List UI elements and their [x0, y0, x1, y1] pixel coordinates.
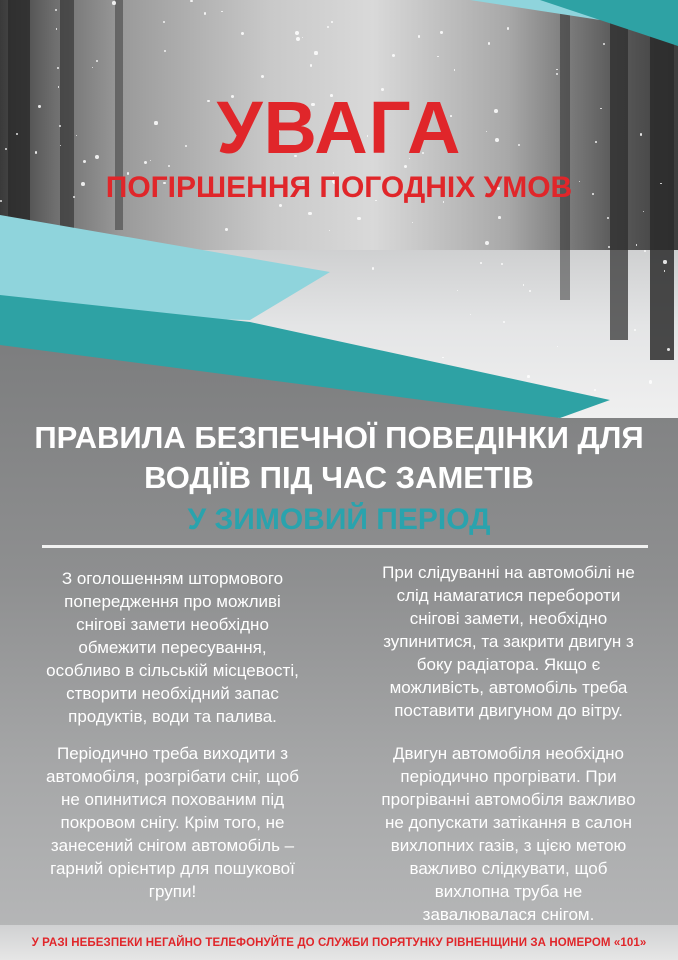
- snowflake: [295, 31, 299, 35]
- snowflake: [310, 64, 312, 66]
- snowflake: [454, 69, 456, 71]
- snowflake: [442, 357, 444, 359]
- snowflake: [296, 37, 300, 41]
- snowflake: [190, 0, 192, 2]
- snowflake: [314, 51, 317, 54]
- snowflake: [225, 228, 228, 231]
- snowflake: [556, 69, 557, 70]
- snowflake: [308, 212, 312, 216]
- paragraph-storm-warning: З оголошенням штормового попередження про можливі снігові замети необхідно обмежити пересування, особливо в сільській місцевості, створити необхідний запас продуктів, води та палива.: [46, 569, 299, 726]
- rules-heading-accent: У ЗИМОВИЙ ПЕРІОД: [187, 503, 491, 536]
- snowflake: [163, 21, 165, 23]
- snowflake: [663, 260, 666, 263]
- snowflake: [557, 346, 558, 347]
- rules-heading: [20, 418, 658, 498]
- snowflake: [485, 241, 489, 245]
- snowflake: [501, 263, 504, 266]
- snowflake: [55, 9, 58, 12]
- snowflake: [643, 211, 644, 212]
- snowflake: [644, 250, 646, 252]
- snowflake: [480, 262, 482, 264]
- snowflake: [634, 329, 636, 331]
- snowflake: [327, 26, 329, 28]
- snowflake: [507, 27, 509, 29]
- snowflake: [241, 32, 245, 36]
- snowflake: [603, 43, 605, 45]
- snowflake: [329, 230, 330, 231]
- snowflake: [221, 11, 222, 12]
- snowflake: [112, 1, 116, 5]
- snowflake: [164, 50, 166, 52]
- rules-heading-line2: ВОДІЇВ ПІД ЧАС ЗАМЕТІВ: [144, 460, 534, 495]
- snowflake: [594, 389, 596, 391]
- snowflake: [418, 35, 420, 37]
- snowflake: [607, 217, 609, 219]
- snowflake: [529, 290, 531, 292]
- snowflake: [523, 284, 525, 286]
- snowflake: [357, 217, 361, 221]
- paragraph-driving: При слідуванні на автомобілі не слід намагатися перебороти снігові замети, необхідно зупинитися, та закрити двигун з боку радіатора. Якщо є можливість, автомобіль треба поставити двигуном до вітру.: [382, 563, 635, 720]
- snowflake: [392, 54, 395, 57]
- snowflake: [372, 267, 374, 269]
- alert-title: УВАГА: [216, 86, 462, 169]
- paragraph-clear-snow: Періодично треба виходити з автомобіля, розгрібати сніг, щоб не опинитися похованим під покровом снігу. Крім того, не занесений снігом автомобіль – гарний орієнтир для пошукової групи!: [46, 744, 299, 901]
- snowflake: [412, 222, 413, 223]
- snowflake: [204, 12, 207, 15]
- snowflake: [440, 31, 442, 33]
- snowflake: [636, 244, 637, 245]
- snowflake: [92, 67, 93, 68]
- snowflake: [457, 290, 458, 291]
- paragraph-engine-warmup: Двигун автомобіля необхідно періодично прогрівати. При прогріванні автомобіля важливо не допускати затікання в салон вихлопних газів, з цією метою важливо слідкувати, щоб вихлопна труба не завалювалася снігом.: [381, 744, 636, 924]
- alert-subtitle: ПОГІРШЕННЯ ПОГОДНІХ УМОВ: [105, 171, 573, 204]
- snowflake: [527, 375, 530, 378]
- snowflake: [96, 60, 98, 62]
- snowflake: [57, 67, 59, 69]
- snowflake: [261, 75, 264, 78]
- snowflake: [437, 56, 439, 58]
- snowflake: [608, 246, 610, 248]
- divider: [42, 545, 648, 548]
- snowflake: [498, 216, 501, 219]
- snowflake: [556, 73, 558, 75]
- rules-heading-line1: ПРАВИЛА БЕЗПЕЧНОЇ ПОВЕДІНКИ ДЛЯ: [34, 420, 644, 455]
- snowflake: [667, 348, 670, 351]
- emergency-call-notice: У РАЗІ НЕБЕЗПЕКИ НЕГАЙНО ТЕЛЕФОНУЙТЕ ДО СЛУЖБИ ПОРЯТУНКУ РІВНЕНЩИНИ ЗА НОМЕРОМ «101»: [31, 937, 647, 949]
- snowflake: [56, 28, 58, 30]
- snowflake: [302, 37, 303, 38]
- snowflake: [664, 270, 665, 271]
- snowflake: [331, 21, 333, 23]
- snowflake: [649, 380, 653, 384]
- snowflake: [503, 321, 506, 324]
- snowflake: [488, 42, 490, 44]
- snowflake: [470, 314, 471, 315]
